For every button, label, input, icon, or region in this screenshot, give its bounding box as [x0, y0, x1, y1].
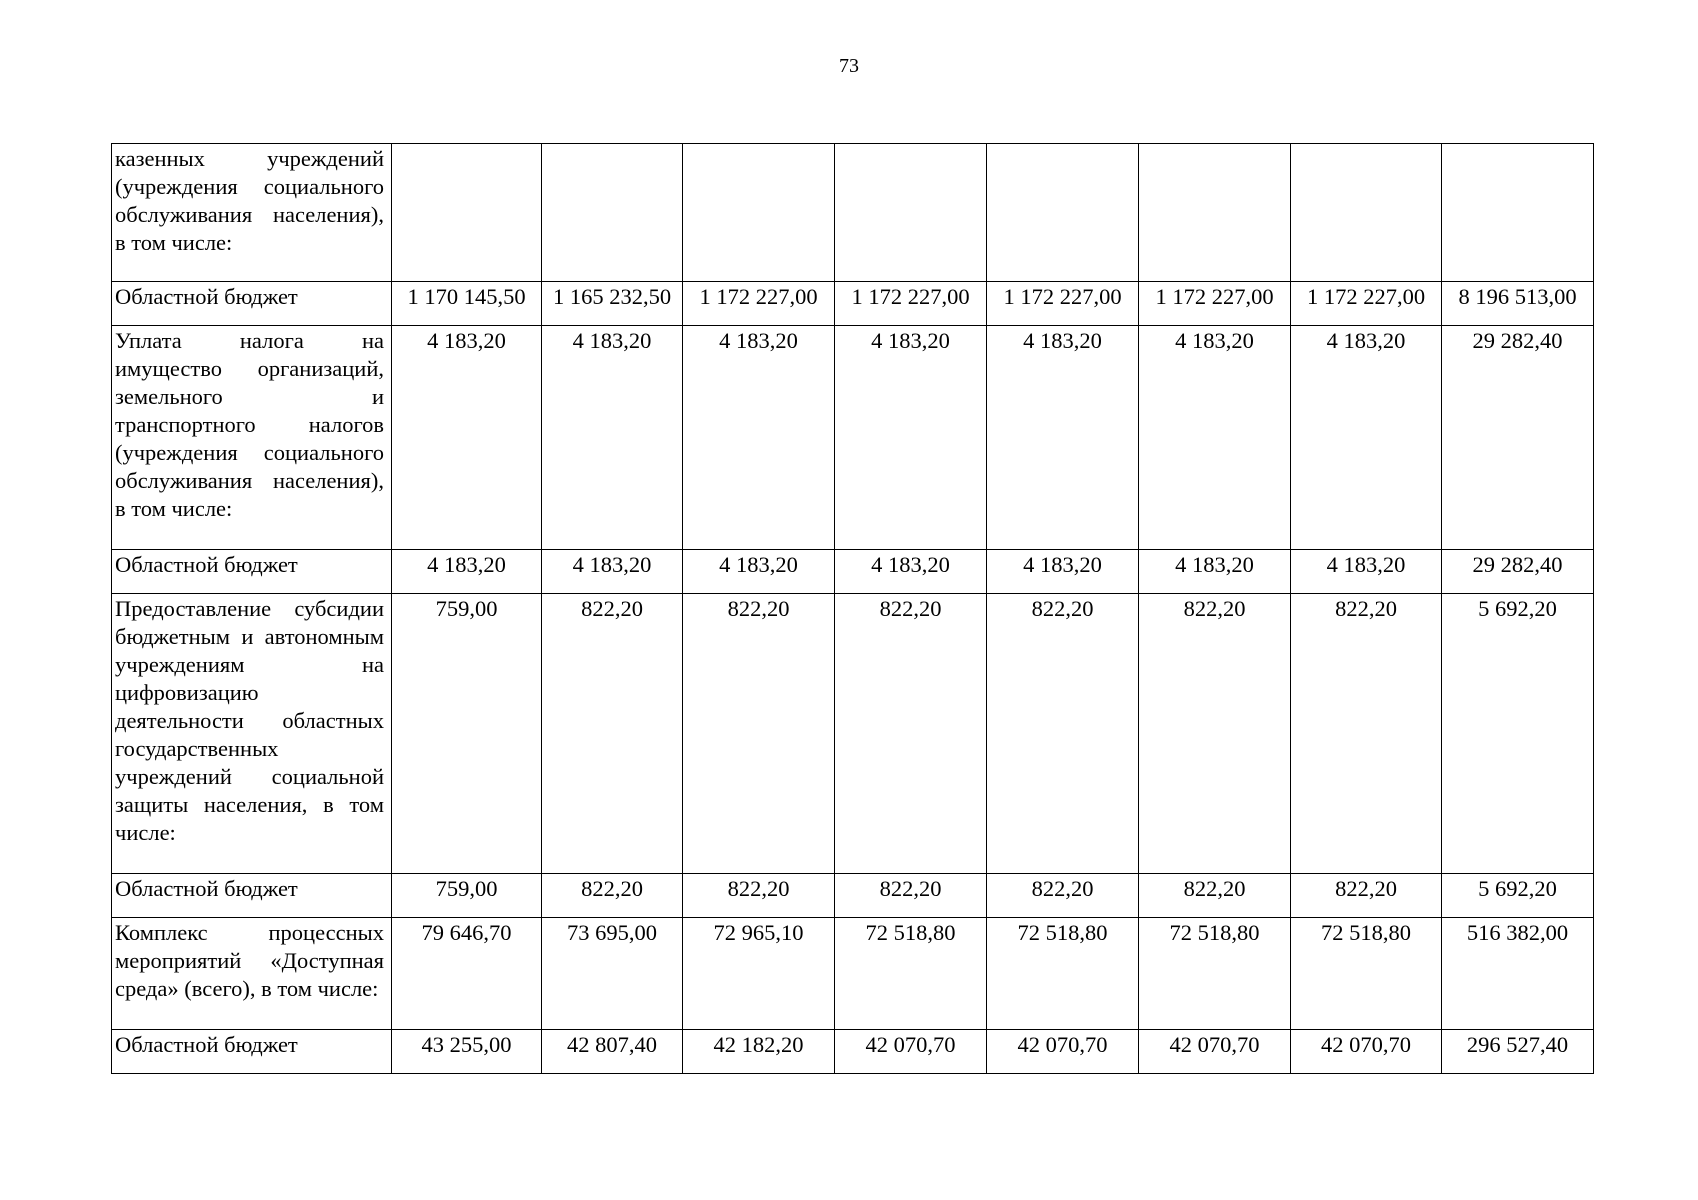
- table-cell: 4 183,20: [1291, 326, 1442, 550]
- table-cell: 72 518,80: [1139, 918, 1291, 1030]
- table-cell: 42 070,70: [1139, 1030, 1291, 1074]
- table-row: [112, 550, 1594, 594]
- table-cell: 822,20: [683, 874, 835, 918]
- row-label: казенных учреждений (учреждения социального обслуживания населения), в том числе:: [112, 144, 392, 282]
- table-cell: 1 172 227,00: [683, 282, 835, 326]
- table-cell: 759,00: [392, 874, 542, 918]
- table-cell: 42 070,70: [987, 1030, 1139, 1074]
- table-cell: [835, 144, 987, 282]
- table-cell: 759,00: [392, 594, 542, 874]
- table-row: [112, 874, 1594, 918]
- row-label: Областной бюджет: [112, 550, 392, 594]
- page-number: 73: [839, 55, 859, 77]
- row-label: Комплекс процессных мероприятий «Доступная среда» (всего), в том числе:: [112, 918, 392, 1030]
- table-cell: 43 255,00: [392, 1030, 542, 1074]
- table-row: [112, 1030, 1594, 1074]
- table-cell: 4 183,20: [683, 550, 835, 594]
- table-cell: 4 183,20: [542, 550, 683, 594]
- table-cell: 42 070,70: [1291, 1030, 1442, 1074]
- table-cell: 72 518,80: [835, 918, 987, 1030]
- row-label: Предоставление субсидии бюджетным и автономным учреждениям на цифровизацию деятельности областных государственных учреждений социальной защиты населения, в том числе:: [112, 594, 392, 874]
- table-cell: 72 518,80: [987, 918, 1139, 1030]
- table-cell: 72 965,10: [683, 918, 835, 1030]
- table-cell: 296 527,40: [1442, 1030, 1594, 1074]
- table-cell: [683, 144, 835, 282]
- table-cell: 5 692,20: [1442, 594, 1594, 874]
- table-cell: 4 183,20: [835, 326, 987, 550]
- row-label: Областной бюджет: [112, 874, 392, 918]
- row-label: Областной бюджет: [112, 1030, 392, 1074]
- table-row: [112, 594, 1594, 874]
- table-cell: 822,20: [987, 874, 1139, 918]
- table-cell: 822,20: [987, 594, 1139, 874]
- row-label: Областной бюджет: [112, 282, 392, 326]
- table-cell: 73 695,00: [542, 918, 683, 1030]
- table-cell: 4 183,20: [683, 326, 835, 550]
- table-cell: 42 070,70: [835, 1030, 987, 1074]
- table-cell: 42 807,40: [542, 1030, 683, 1074]
- table-row: [112, 282, 1594, 326]
- table-cell: [542, 144, 683, 282]
- table-cell: [1139, 144, 1291, 282]
- table-cell: 79 646,70: [392, 918, 542, 1030]
- table-cell: 4 183,20: [392, 550, 542, 594]
- table-cell: 4 183,20: [392, 326, 542, 550]
- table-cell: 1 170 145,50: [392, 282, 542, 326]
- table-cell: 1 172 227,00: [1291, 282, 1442, 326]
- table-row: [112, 144, 1594, 282]
- table-cell: 822,20: [683, 594, 835, 874]
- row-label: Уплата налога на имущество организаций, земельного и транспортного налогов (учреждения социального обслуживания населения), в том числе:: [112, 326, 392, 550]
- table-cell: [392, 144, 542, 282]
- table-cell: 29 282,40: [1442, 550, 1594, 594]
- table-row: [112, 918, 1594, 1030]
- table-cell: 1 172 227,00: [1139, 282, 1291, 326]
- table-cell: 72 518,80: [1291, 918, 1442, 1030]
- table-cell: 822,20: [1139, 594, 1291, 874]
- table-cell: 42 182,20: [683, 1030, 835, 1074]
- table-cell: 4 183,20: [987, 550, 1139, 594]
- table-cell: 4 183,20: [835, 550, 987, 594]
- table-cell: 822,20: [1291, 874, 1442, 918]
- table-cell: 4 183,20: [1291, 550, 1442, 594]
- table-cell: 516 382,00: [1442, 918, 1594, 1030]
- table-cell: 4 183,20: [1139, 326, 1291, 550]
- table-row: [112, 326, 1594, 550]
- table-cell: 4 183,20: [987, 326, 1139, 550]
- table-cell: 8 196 513,00: [1442, 282, 1594, 326]
- table-cell: 822,20: [835, 594, 987, 874]
- table-cell: 822,20: [542, 874, 683, 918]
- table-cell: 1 165 232,50: [542, 282, 683, 326]
- table-cell: 29 282,40: [1442, 326, 1594, 550]
- table-cell: [987, 144, 1139, 282]
- table-cell: 822,20: [542, 594, 683, 874]
- table-cell: 4 183,20: [542, 326, 683, 550]
- table-cell: [1291, 144, 1442, 282]
- table-cell: 1 172 227,00: [835, 282, 987, 326]
- table-cell: 4 183,20: [1139, 550, 1291, 594]
- table-cell: 822,20: [835, 874, 987, 918]
- table-cell: [1442, 144, 1594, 282]
- table-cell: 822,20: [1139, 874, 1291, 918]
- budget-table: [111, 143, 1594, 1074]
- table-cell: 822,20: [1291, 594, 1442, 874]
- table-cell: 1 172 227,00: [987, 282, 1139, 326]
- table-cell: 5 692,20: [1442, 874, 1594, 918]
